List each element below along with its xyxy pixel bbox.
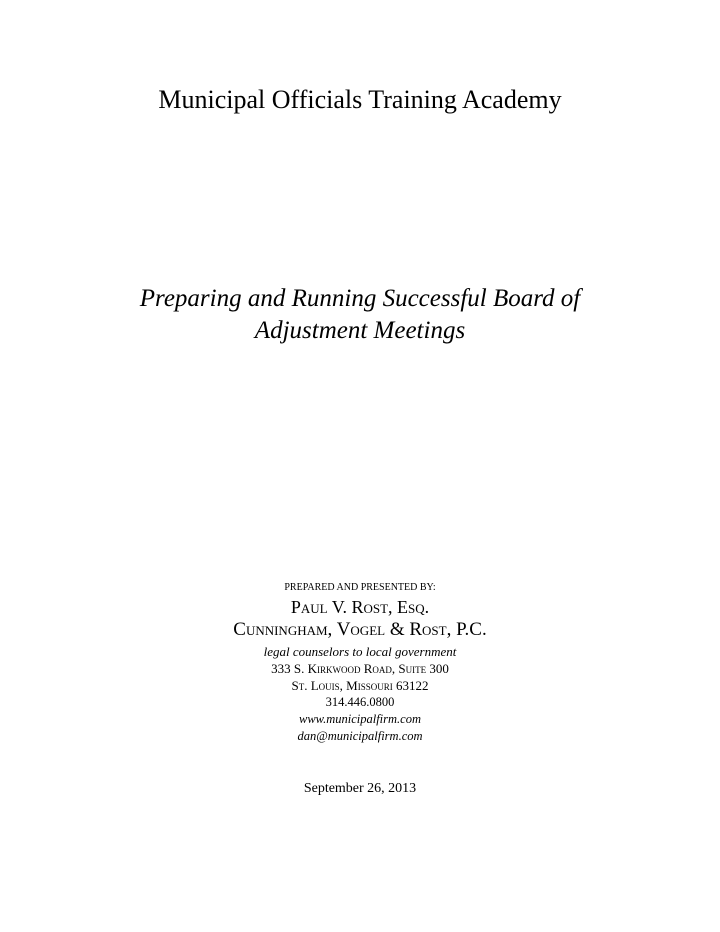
prepared-by-label: PREPARED AND PRESENTED BY:: [284, 582, 436, 593]
address-street: 333 S. Kirkwood Road, Suite 300: [271, 661, 449, 676]
credits-block: [0, 581, 720, 745]
document-title: [0, 283, 720, 347]
presenter-name: Paul V. Rost, Esq.: [290, 597, 430, 617]
firm-tagline: legal counselors to local government: [263, 644, 457, 659]
document-title-line-2: Adjustment Meetings: [254, 317, 466, 344]
address-city: St. Louis, Missouri 63122: [291, 678, 429, 693]
academy-heading: Municipal Officials Training Academy: [158, 85, 562, 114]
phone-number: 314.446.0800: [325, 695, 395, 709]
document-title-line-1: Preparing and Running Successful Board of: [139, 285, 581, 312]
email-address: dan@municipalfirm.com: [297, 729, 423, 743]
document-date: September 26, 2013: [303, 781, 417, 796]
firm-name: Cunningham, Vogel & Rost, P.C.: [233, 619, 487, 640]
website-link: www.municipalfirm.com: [299, 712, 421, 726]
